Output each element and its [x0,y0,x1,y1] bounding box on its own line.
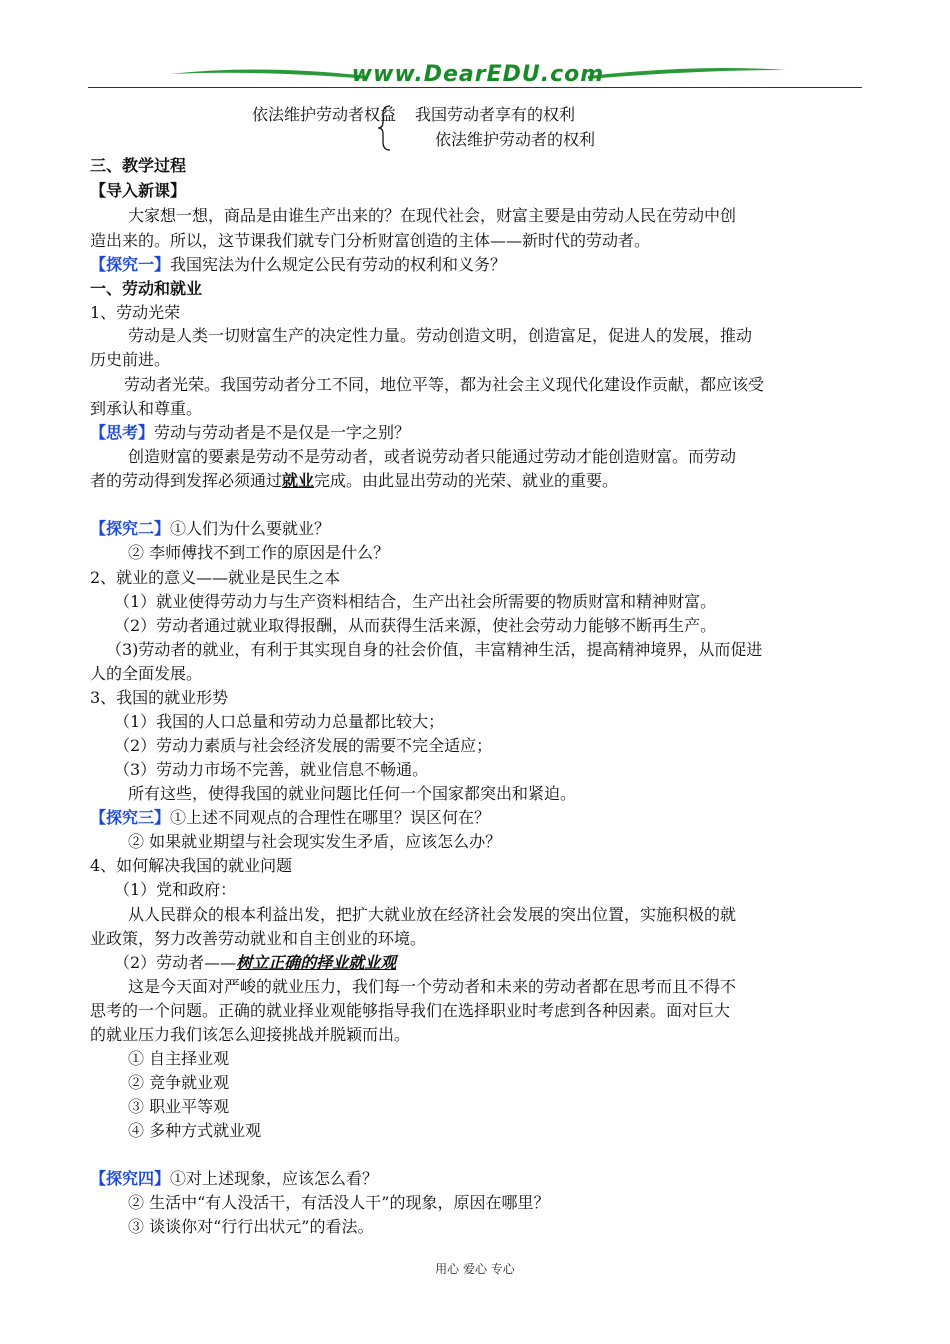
question-line: ② 李师傅找不到工作的原因是什么？ [128,543,390,562]
paragraph-line: 历史前进。 [90,350,171,369]
text-span: 完成。由此显出劳动的光荣、就业的重要。 [314,471,619,490]
list-item: 人的全面发展。 [90,664,203,683]
explore-4 [90,1166,378,1190]
subheading: 3、我国的就业形势 [90,688,229,707]
explore-label: 【探究三】 [90,808,171,827]
question-line: ③ 谈谈你对“行行出状元”的看法。 [128,1217,374,1236]
list-item: （1）我国的人口总量和劳动力总量都比较大； [114,712,445,731]
subheading: 4、如何解决我国的就业问题 [90,856,293,875]
explore-label: 【探究二】 [90,519,171,538]
paragraph-line: 思考的一个问题。正确的就业择业观能够指导我们在选择职业时考虑到各种因素。面对巨大 [90,1001,731,1020]
question-line: ② 如果就业期望与社会现实发生矛盾，应该怎么办？ [128,832,502,851]
brace-icon [377,104,393,152]
list-item: （1）党和政府： [114,880,237,899]
subheading: 2、就业的意义——就业是民生之本 [90,568,341,587]
list-item: （2）劳动力素质与社会经济发展的需要不完全适应； [114,736,493,755]
emphasis-employment: 就业 [282,471,315,490]
list-item: ④ 多种方式就业观 [128,1121,262,1140]
text-span: 者的劳动得到发挥必须通过 [90,471,283,490]
paragraph-line: 大家想一想，商品是由谁生产出来的？在现代社会，财富主要是由劳动人民在劳动中创 [128,206,737,225]
subheading: 1、劳动光荣 [90,303,181,322]
logo-text: www.DearEDU.com [351,62,605,87]
emphasis-career-view: 树立正确的择业就业观 [236,953,397,972]
explore-label: 【探究一】 [90,255,171,274]
text-span: （2）劳动者—— [114,953,237,972]
explore-2 [90,516,330,540]
explore-3 [90,805,490,829]
list-item: ③ 职业平等观 [128,1097,230,1116]
paragraph-line: 造出来的。所以，这节课我们就专门分析财富创造的主体——新时代的劳动者。 [90,231,651,250]
list-item [114,950,396,974]
think-line [90,420,410,444]
paragraph-line: 劳动者光荣。我国劳动者分工不同，地位平等，都为社会主义现代化建设作贡献，都应该受 [124,375,765,394]
paragraph-line: 从人民群众的根本利益出发，把扩大就业放在经济社会发展的突出位置，实施积极的就 [128,905,737,924]
paragraph-line: 创造财富的要素是劳动不是劳动者，或者说劳动者只能通过劳动才能创造财富。而劳动 [128,447,737,466]
paragraph-line: 所有这些，使得我国的就业问题比任何一个国家都突出和紧迫。 [128,784,577,803]
list-item: （3）劳动力市场不完善，就业信息不畅通。 [114,760,429,779]
explore-question: 我国宪法为什么规定公民有劳动的权利和义务？ [170,255,507,274]
section-heading-1: 一、劳动和就业 [90,279,203,298]
list-item: ① 自主择业观 [128,1049,230,1068]
paragraph-line: 这是今天面对严峻的就业压力，我们每一个劳动者和未来的劳动者都在思考而且不得不 [128,977,737,996]
intro-heading: 【导入新课】 [90,181,187,200]
paragraph-line: 业政策，努力改善劳动就业和自主创业的环境。 [90,929,427,948]
logo [168,60,788,88]
list-item: （2）劳动者通过就业取得报酬，从而获得生活来源，使社会劳动力能够不断再生产。 [114,616,717,635]
paragraph-line: 的就业压力我们该怎么迎接挑战并脱颖而出。 [90,1025,411,1044]
question-line: ② 生活中“有人没活干，有活没人干”的现象，原因在哪里？ [128,1193,550,1212]
outline-left: 依法维护劳动者权益 [252,105,397,124]
section-heading-3: 三、教学过程 [90,156,187,175]
explore-1 [90,252,506,276]
list-item: （3)劳动者的就业，有利于其实现自身的社会价值，丰富精神生活，提高精神境界，从而促进 [106,640,763,659]
outline-right-2: 依法维护劳动者的权利 [435,130,596,149]
paragraph-line: 到承认和尊重。 [90,399,203,418]
think-question: 劳动与劳动者是不是仅是一字之别？ [154,423,411,442]
paragraph-line: 劳动是人类一切财富生产的决定性力量。劳动创造文明，创造富足，促进人的发展，推动 [128,326,753,345]
think-label: 【思考】 [90,423,155,442]
explore-question: ①对上述现象，应该怎么看？ [170,1169,379,1188]
explore-label: 【探究四】 [90,1169,171,1188]
header-divider [88,87,862,88]
list-item: （1）就业使得劳动力与生产资料相结合，生产出社会所需要的物质财富和精神财富。 [114,592,717,611]
explore-question: ①人们为什么要就业？ [170,519,331,538]
list-item: ② 竞争就业观 [128,1073,230,1092]
page-header [88,60,862,92]
page-footer: 用心 爱心 专心 [435,1262,515,1276]
explore-question: ①上述不同观点的合理性在哪里？误区何在？ [170,808,491,827]
paragraph-line [90,468,618,492]
outline-right-1: 我国劳动者享有的权利 [415,105,576,124]
